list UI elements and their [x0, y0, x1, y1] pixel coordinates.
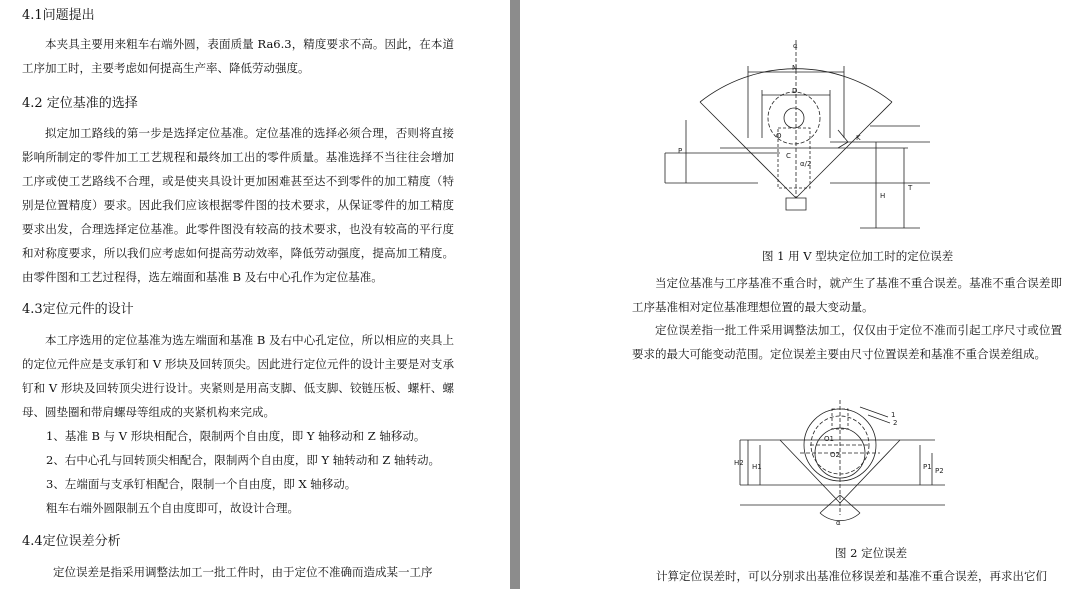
paragraph-4-3: 本工序选用的定位基准为选左端面和基准 B 及右中心孔定位，所以相应的夹具上的定位元件应是支承钉和 V 形块及回转顶尖。因此进行定位元件的设计主要是对支承钉和 V 形块及回转顶尖进行设计。夹紧则是用高支脚、低支脚、铰链压板、螺杆、螺母、圆垫圈和带肩螺母等组成的夹紧机构来完成。 [22, 333, 454, 419]
heading-4-2: 4.2 定位基准的选择 [22, 96, 138, 111]
heading-4-4: 4.4定位误差分析 [22, 534, 121, 549]
figure-2-caption: 图 2 定位误差 [835, 546, 908, 560]
fig1-label-k: K [856, 134, 861, 142]
fig2-label-o1: O1 [824, 435, 834, 443]
paragraph-positioning-error: 定位误差指一批工件采用调整法加工，仅仅由于定位不准而引起工序尺寸或位置要求的最大可能变动范围。定位误差主要由尺寸位置误差和基准不重合误差组成。 [632, 323, 1062, 361]
list-item-3: 3、左端面与支承钉相配合，限制一个自由度，即 X 轴移动。 [46, 477, 357, 491]
paragraph-4-3-conclusion: 粗车右端外圆限制五个自由度即可，故设计合理。 [46, 501, 299, 515]
fig2-label-h1: H1 [752, 463, 762, 471]
paragraph-4-4: 定位误差是指采用调整法加工一批工件时，由于定位不准确而造成某一工序 [53, 565, 433, 579]
fig1-label-h: H [880, 192, 886, 200]
heading-4-1: 4.1问题提出 [22, 8, 95, 23]
fig2-label-h2: H2 [734, 459, 744, 467]
fig1-label-o: O [776, 132, 782, 140]
fig1-label-p: P [678, 147, 683, 155]
fig1-label-t: T [908, 184, 913, 192]
paragraph-base-error: 当定位基准与工序基准不重合时，就产生了基准不重合误差。基准不重合误差即工序基准相对定位基准理想位置的最大变动量。 [632, 276, 1062, 314]
fig2-label-p1: P1 [923, 463, 932, 471]
figure-1-caption: 图 1 用 V 型块定位加工时的定位误差 [762, 249, 954, 263]
figure-1-v-block-diagram [680, 38, 960, 236]
fig2-label-o2: O2 [830, 451, 840, 459]
page-gap [510, 0, 520, 589]
list-item-1: 1、基准 B 与 V 形块相配合，限制两个自由度，即 Y 轴移动和 Z 轴移动。 [46, 429, 426, 443]
fig1-label-n: N [792, 64, 798, 72]
list-item-2: 2、右中心孔与回转顶尖相配合，限制两个自由度，即 Y 轴转动和 Z 轴转动。 [46, 453, 441, 467]
fig1-label-alpha-half: α/2 [800, 160, 812, 168]
paragraph-4-1: 本夹具主要用来粗车右端外圆，表面质量 Ra6.3，精度要求不高。因此，在本道工序加工时，主要考虑如何提高生产率、降低劳动强度。 [22, 37, 454, 75]
fig2-label-1: 1 [891, 411, 896, 419]
paragraph-calc-error: 计算定位误差时，可以分别求出基准位移误差和基准不重合误差，再求出它们 [656, 569, 1047, 583]
document-page-right [520, 0, 1069, 589]
fig1-label-d: D [792, 87, 798, 95]
fig1-label-c: C [786, 152, 791, 160]
fig2-label-alpha: α [836, 519, 841, 527]
heading-4-3: 4.3定位元件的设计 [22, 302, 134, 317]
fig2-label-2: 2 [893, 419, 898, 427]
fig2-label-p2: P2 [935, 467, 944, 475]
fig1-label-alpha: α [793, 42, 798, 50]
document-page-left [0, 0, 510, 589]
paragraph-4-2: 拟定加工路线的第一步是选择定位基准。定位基准的选择必须合理，否则将直接影响所制定的零件加工工艺规程和最终加工出的零件质量。基准选择不当往往会增加工序或使工艺路线不合理，或是使夹具设计更加困难甚至达不到零件的加工精度（特别是位置精度）要求。因此我们应该根据零件图的技术要求，从保证零件的加工精度要求出发，合理选择定位基准。此零件图没有较高的技术要求，也没有较高的平行度和对称度要求，所以我们应考虑如何提高劳动效率，降低劳动强度，提高加工精度。由零件图和工艺过程得，选左端面和基准 B 及右中心孔作为定位基准。 [22, 126, 454, 284]
figure-2-positioning-error-diagram [720, 395, 960, 540]
